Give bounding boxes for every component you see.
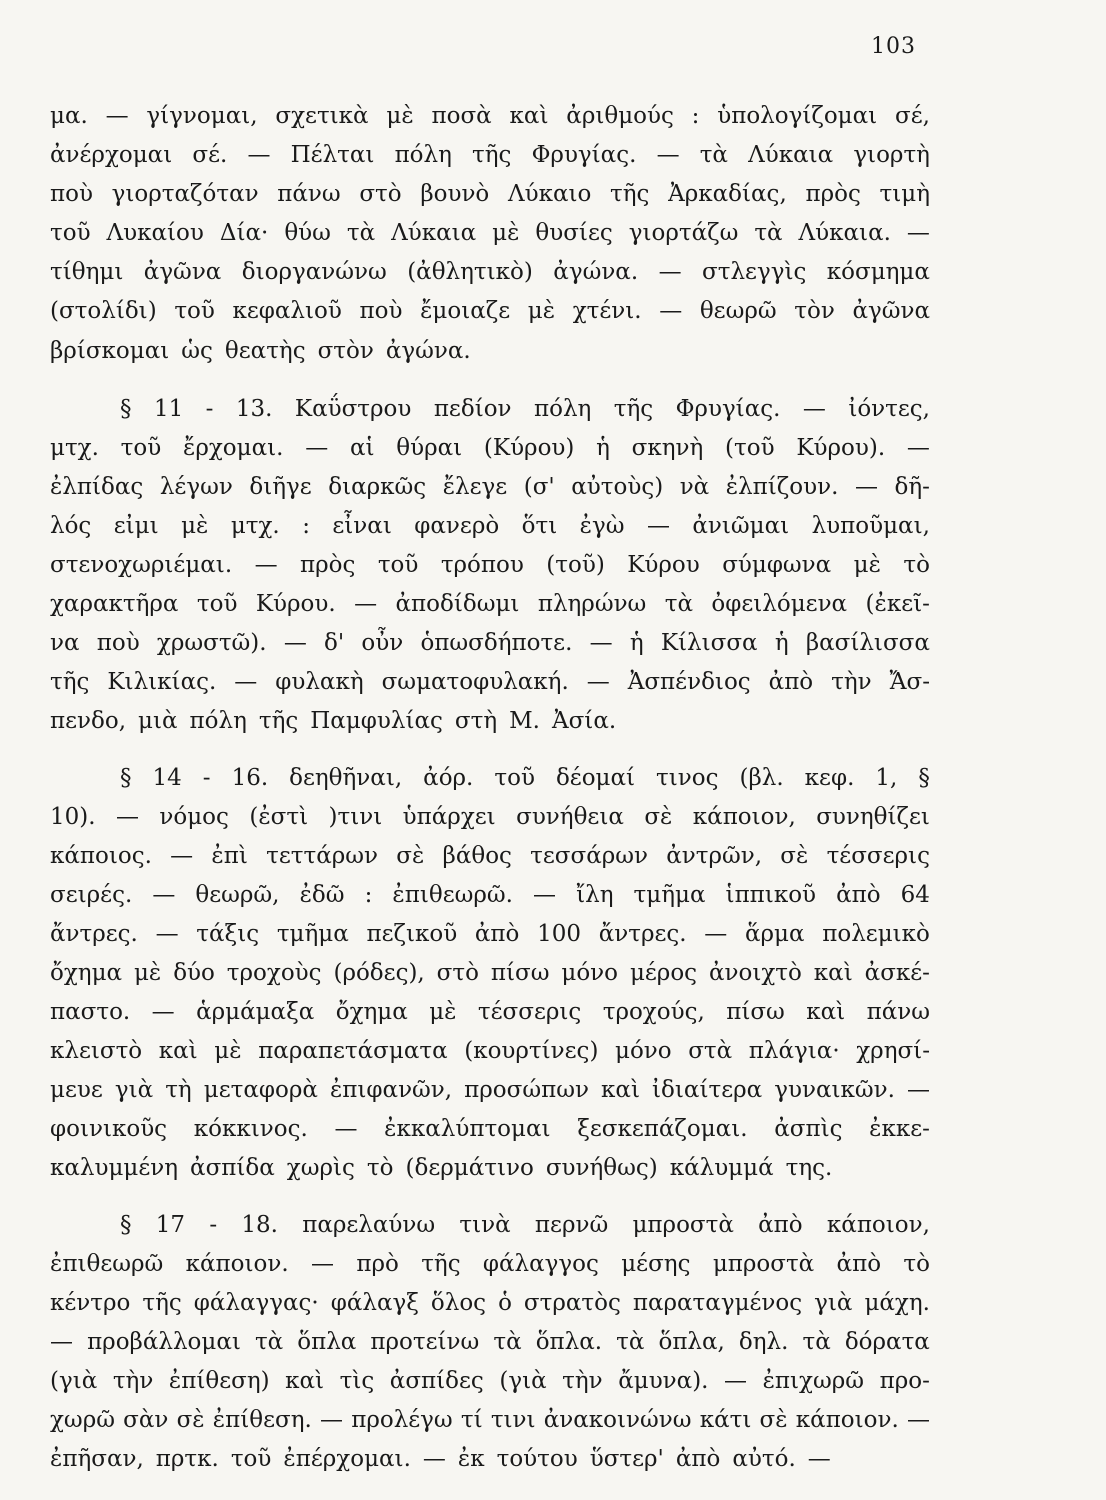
- text-line: (στολίδι) τοῦ κεφαλιοῦ ποὺ ἔμοιαζε μὲ χτένι. — θεωρῶ τὸν ἀγῶνα: [50, 298, 930, 324]
- text-line: τίθημι ἀγῶνα διοργανώνω (ἀθλητικὸ) ἀγώνα. — στλεγγὶς κόσμημα: [50, 259, 930, 285]
- text-line: στενοχωριέμαι. — πρὸς τοῦ τρόπου (τοῦ) Κύρου σύμφωνα μὲ τὸ: [50, 552, 930, 578]
- text-line: λός εἰμι μὲ μτχ. : εἶναι φανερὸ ὅτι ἐγὼ — ἀνιῶμαι λυποῦμαι,: [50, 513, 930, 539]
- text-line: μα. — γίγνομαι, σχετικὰ μὲ ποσὰ καὶ ἀριθμούς : ὑπολογίζομαι σέ,: [50, 103, 930, 129]
- text-line: ποὺ γιορταζόταν πάνω στὸ βουνὸ Λύκαιο τῆς Ἀρκαδίας, πρὸς τιμὴ: [50, 181, 930, 207]
- text-line: § 17 - 18. παρελαύνω τινὰ περνῶ μπροστὰ ἀπὸ κάποιον,: [120, 1212, 930, 1238]
- text-line: — προβάλλομαι τὰ ὅπλα προτείνω τὰ ὅπλα. τὰ ὅπλα, δηλ. τὰ δόρατα: [50, 1329, 930, 1355]
- text-line: (γιὰ τὴν ἐπίθεση) καὶ τὶς ἀσπίδες (γιὰ τὴν ἄμυνα). — ἐπιχωρῶ προ-: [50, 1368, 930, 1394]
- text-line: τοῦ Λυκαίου Δία· θύω τὰ Λύκαια μὲ θυσίες γιορτάζω τὰ Λύκαια. —: [50, 220, 930, 246]
- text-line: να ποὺ χρωστῶ). — δ' οὖν ὁπωσδήποτε. — ἡ Κίλισσα ἡ βασίλισσα: [50, 630, 930, 656]
- text-line: μτχ. τοῦ ἔρχομαι. — αἱ θύραι (Κύρου) ἡ σκηνὴ (τοῦ Κύρου). —: [50, 435, 930, 461]
- page-number: 103: [871, 34, 916, 59]
- text-line: χαρακτῆρα τοῦ Κύρου. — ἀποδίδωμι πληρώνω τὰ ὀφειλόμενα (ἐκεῖ-: [50, 591, 930, 617]
- text-line: § 11 - 13. Καΰστρου πεδίον πόλη τῆς Φρυγίας. — ἰόντες,: [120, 396, 930, 422]
- text-line: κέντρο τῆς φάλαγγας· φάλαγξ ὅλος ὁ στρατὸς παραταγμένος γιὰ μάχη.: [50, 1290, 930, 1316]
- text-line: πενδο, μιὰ πόλη τῆς Παμφυλίας στὴ Μ. Ἀσία.: [50, 708, 617, 734]
- text-line: κλειστὸ καὶ μὲ παραπετάσματα (κουρτίνες) μόνο στὰ πλάγια· χρησί-: [50, 1038, 930, 1064]
- text-line: 10). — νόμος (ἐστὶ )τινι ὑπάρχει συνήθεια σὲ κάποιον, συνηθίζει: [50, 804, 930, 830]
- text-line: μευε γιὰ τὴ μεταφορὰ ἐπιφανῶν, προσώπων καὶ ἰδιαίτερα γυναικῶν. —: [50, 1077, 930, 1103]
- text-line: § 14 - 16. δεηθῆναι, ἀόρ. τοῦ δέομαί τινος (βλ. κεφ. 1, §: [120, 765, 930, 791]
- text-line: ἐπῆσαν, πρτκ. τοῦ ἐπέρχομαι. — ἐκ τούτου ὕστερ' ἀπὸ αὐτό. —: [50, 1446, 831, 1472]
- text-line: καλυμμένη ἀσπίδα χωρὶς τὸ (δερμάτινο συνήθως) κάλυμμά της.: [50, 1155, 833, 1181]
- text-line: ἐλπίδας λέγων διῆγε διαρκῶς ἔλεγε (σ' αὐτοὺς) νὰ ἐλπίζουν. — δῆ-: [50, 474, 930, 500]
- text-line: κάποιος. — ἐπὶ τεττάρων σὲ βάθος τεσσάρων ἀντρῶν, σὲ τέσσερις: [50, 843, 930, 869]
- text-line: ἀνέρχομαι σέ. — Πέλται πόλη τῆς Φρυγίας. — τὰ Λύκαια γιορτὴ: [50, 142, 930, 168]
- text-line: τῆς Κιλικίας. — φυλακὴ σωματοφυλακή. — Ἀσπένδιος ἀπὸ τὴν Ἄσ-: [50, 669, 930, 695]
- text-line: ἄντρες. — τάξις τμῆμα πεζικοῦ ἀπὸ 100 ἄντρες. — ἅρμα πολεμικὸ: [50, 921, 930, 947]
- text-line: χωρῶ σὰν σὲ ἐπίθεση. — προλέγω τί τινι ἀνακοινώνω κάτι σὲ κάποιον. —: [50, 1407, 930, 1433]
- text-line: σειρές. — θεωρῶ, ἐδῶ : ἐπιθεωρῶ. — ἴλη τμῆμα ἱππικοῦ ἀπὸ 64: [50, 882, 930, 908]
- text-line: φοινικοῦς κόκκινος. — ἐκκαλύπτομαι ξεσκεπάζομαι. ἀσπὶς ἐκκε-: [50, 1116, 930, 1142]
- text-line: βρίσκομαι ὡς θεατὴς στὸν ἀγώνα.: [50, 338, 471, 364]
- text-line: παστο. — ἁρμάμαξα ὄχημα μὲ τέσσερις τροχούς, πίσω καὶ πάνω: [50, 999, 930, 1025]
- text-line: ἐπιθεωρῶ κάποιον. — πρὸ τῆς φάλαγγος μέσης μπροστὰ ἀπὸ τὸ: [50, 1251, 930, 1277]
- text-line: ὄχημα μὲ δύο τροχοὺς (ρόδες), στὸ πίσω μόνο μέρος ἀνοιχτὸ καὶ ἀσκέ-: [50, 960, 930, 986]
